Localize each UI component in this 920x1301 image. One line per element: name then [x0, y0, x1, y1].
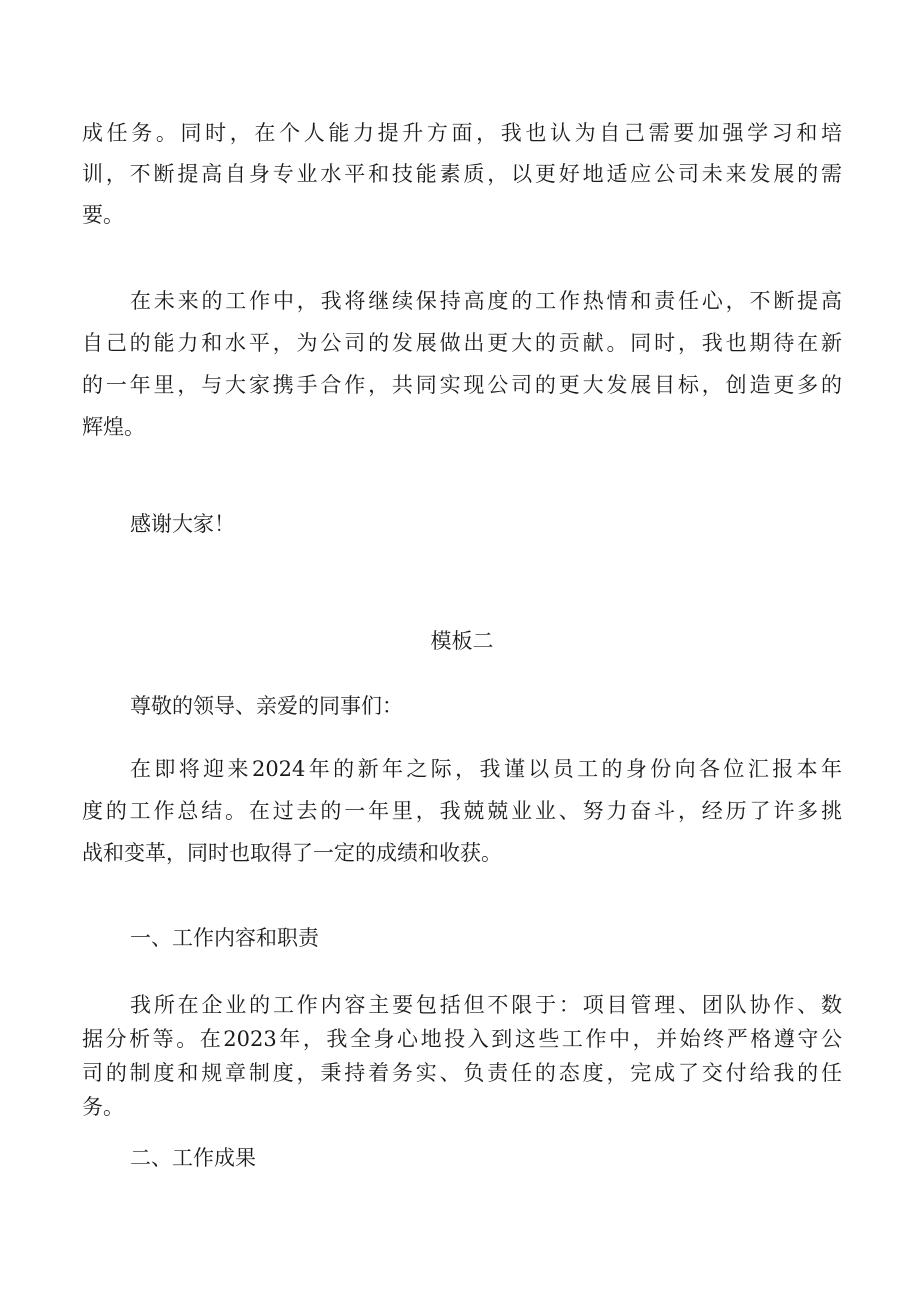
paragraph-intro: [82, 748, 842, 874]
section-title-text: 模板二: [430, 629, 494, 653]
text-line: 在即将迎来2024年的新年之际，我谨以员工的身份向各位汇报本年: [130, 757, 842, 781]
salutation-text: 尊敬的领导、亲爱的同事们：: [130, 694, 403, 718]
text-line: 训，不断提高自身专业水平和技能素质，以更好地适应公司未来发展的需: [82, 162, 842, 186]
text-line: 要。: [82, 203, 124, 227]
text-line: 在未来的工作中，我将继续保持高度的工作热情和责任心，不断提高: [130, 289, 842, 313]
text-line: 的一年里，与大家携手合作，共同实现公司的更大发展目标，创造更多的: [82, 373, 842, 397]
thanks-text: 感谢大家！: [130, 512, 235, 536]
text-line: 辉煌。: [82, 415, 145, 439]
section-title: [82, 623, 842, 659]
heading-work-content: [82, 920, 842, 956]
salutation: [82, 688, 842, 724]
document-page: [82, 0, 842, 1301]
text-line: 司的制度和规章制度，秉持着务实、负责任的态度，完成了交付给我的任: [82, 1061, 842, 1085]
text-line: 我所在企业的工作内容主要包括但不限于：项目管理、团队协作、数: [130, 993, 842, 1017]
heading-text: 二、工作成果: [130, 1146, 256, 1170]
heading-work-results: [82, 1140, 842, 1176]
thanks-line: [82, 506, 842, 542]
paragraph-future-work: [82, 280, 842, 448]
text-line: 自己的能力和水平，为公司的发展做出更大的贡献。同时，我也期待在新: [82, 331, 842, 355]
text-line: 务。: [82, 1095, 124, 1119]
heading-text: 一、工作内容和职责: [130, 926, 319, 950]
text-line: 成任务。同时，在个人能力提升方面，我也认为自己需要加强学习和培: [82, 121, 842, 145]
text-line: 度的工作总结。在过去的一年里，我兢兢业业、努力奋斗，经历了许多挑: [82, 799, 842, 823]
text-line: 战和变革，同时也取得了一定的成绩和收获。: [82, 841, 502, 865]
paragraph-work-content: [82, 988, 842, 1124]
paragraph-continuation: [82, 113, 842, 236]
text-line: 据分析等。在2023年，我全身心地投入到这些工作中，并始终严格遵守公: [82, 1027, 842, 1051]
